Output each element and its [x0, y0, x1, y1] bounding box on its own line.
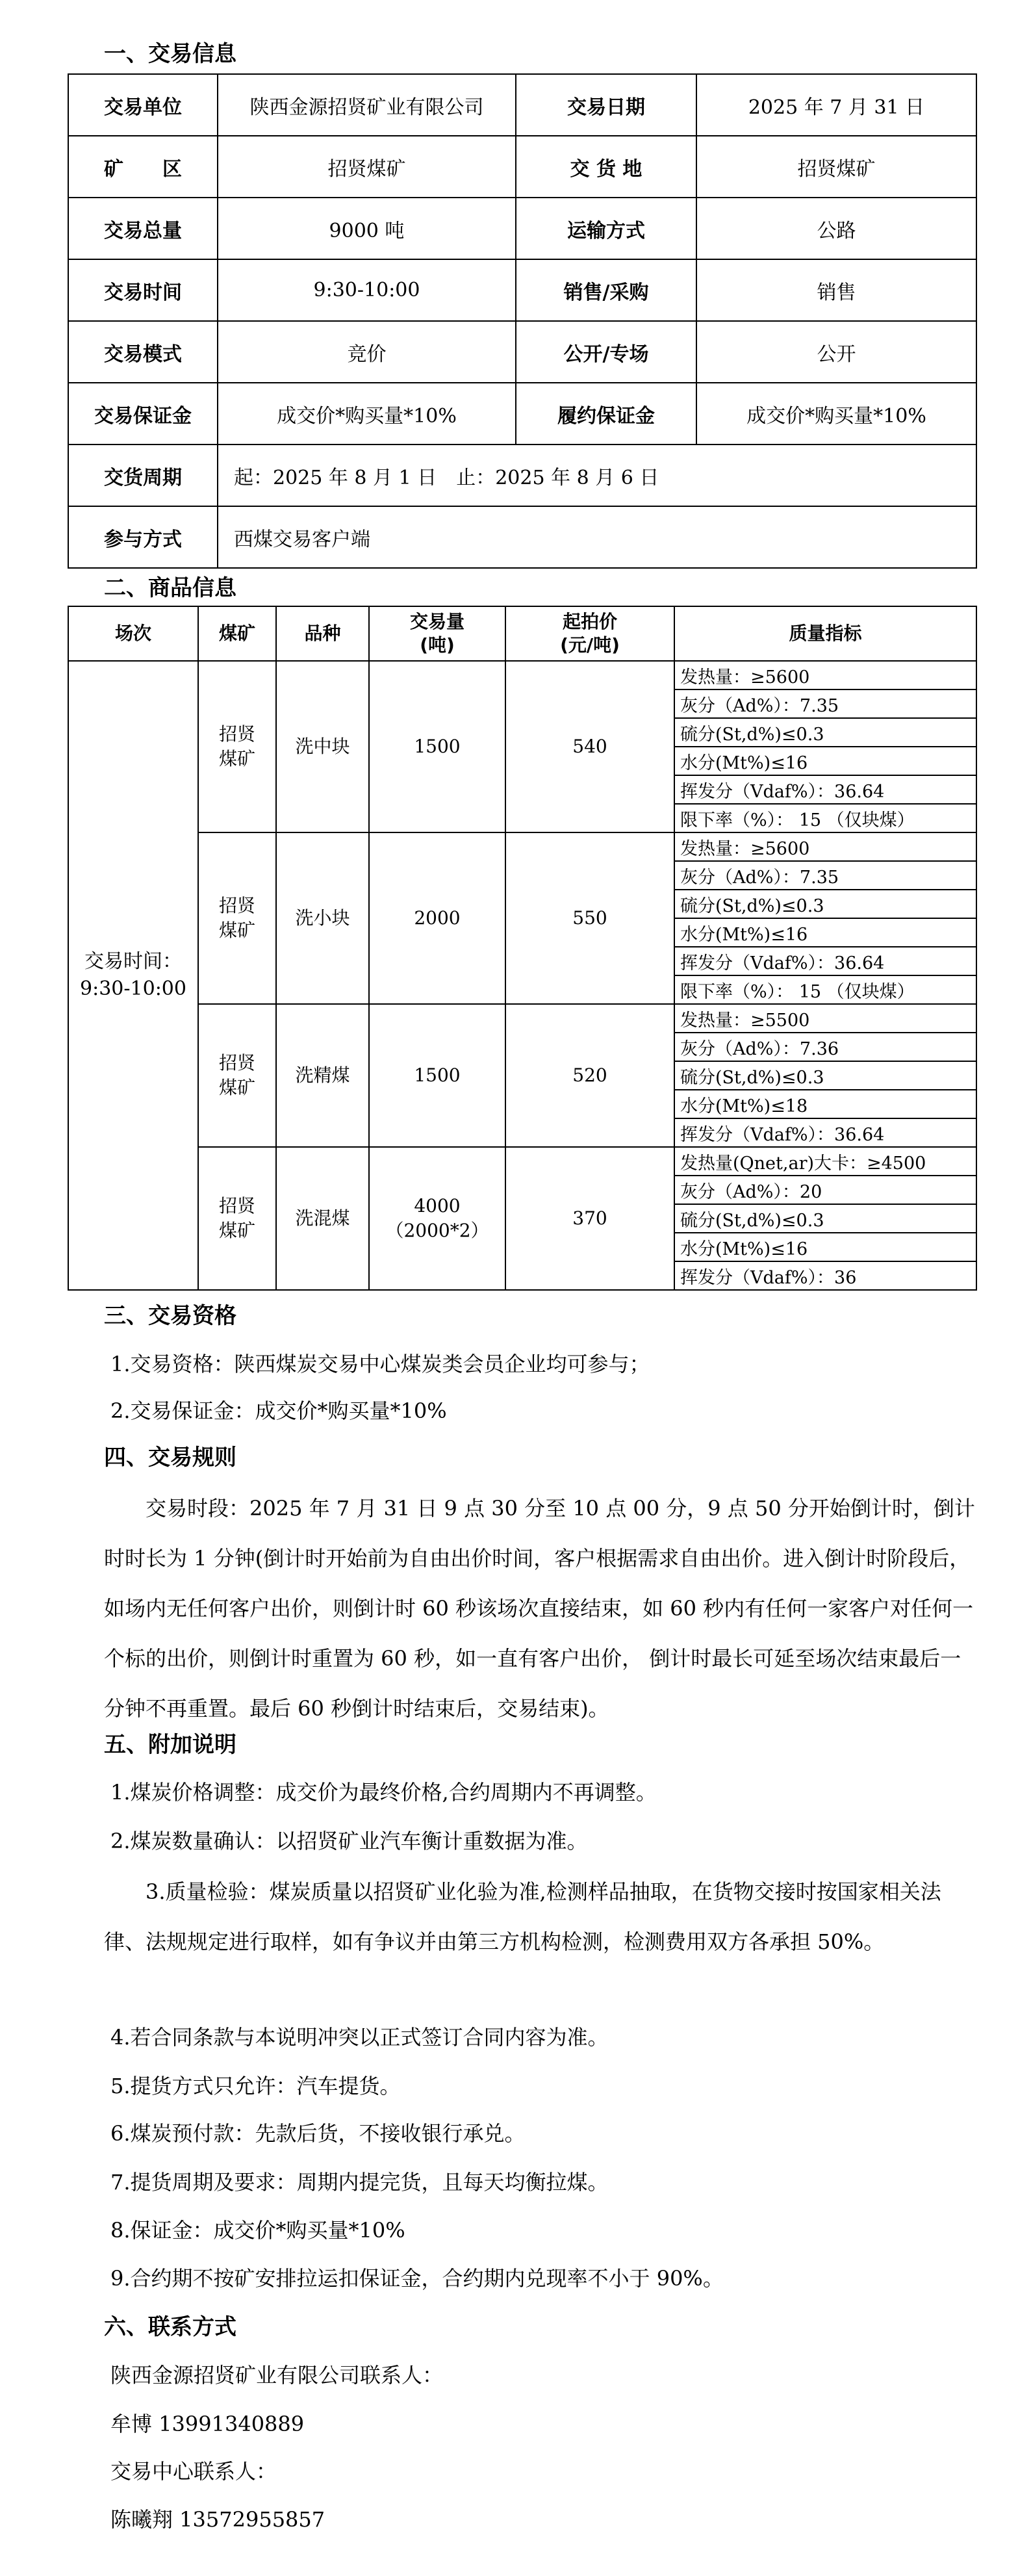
- note-item: 2.煤炭数量确认：以招贤矿业汽车衡计重数据为准。: [110, 1829, 588, 1853]
- goods-row: [68, 661, 976, 689]
- trade-info-table: [68, 73, 977, 569]
- field-value: 公开: [696, 321, 976, 383]
- field-label: 交易日期: [516, 74, 696, 136]
- quality-spec: 灰分（Ad%）：7.36: [674, 1033, 976, 1061]
- field-label: 运输方式: [516, 198, 696, 259]
- quality-spec: 发热量：≥5600: [674, 661, 976, 689]
- rules-paragraph: 交易时段：2025 年 7 月 31 日 9 点 30 分至 10 点 00 分，9 点 50 分开始倒计时，倒计时时长为 1 分钟(倒计时开始前为自由出价时间，客户根据需求自由出价。进入倒计时阶段后，如场内无任何客户出价，则倒计时 60 秒该场次直接结束，如 60 秒内有任何一家客户对任何一个标的出价，则倒计时重置为 60 秒，如一直有客户出价， 倒计时最长可延至场次结束最后一分钟不再重置。最后 60 秒倒计时结束后，交易结束)。: [104, 1496, 975, 1721]
- section-title-trade-info: 一、交易信息: [104, 41, 236, 67]
- participation-method-row: [68, 506, 976, 568]
- volume-cell: 4000 （2000*2）: [369, 1147, 505, 1290]
- field-value: 竞价: [218, 321, 516, 383]
- trade-info-row: [68, 198, 976, 259]
- delivery-period-row: [68, 444, 976, 506]
- quality-spec: 水分(Mt%)≤16: [674, 918, 976, 947]
- field-label: 交易单位: [68, 74, 218, 136]
- column-header: 煤矿: [198, 606, 276, 661]
- trade-info-row: [68, 383, 976, 444]
- field-label: 销售/采购: [516, 259, 696, 321]
- quality-spec: 限下率（%）： 15 （仅块煤）: [674, 804, 976, 832]
- quality-spec: 挥发分（Vdaf%）：36.64: [674, 1118, 976, 1147]
- section-title-qualification: 三、交易资格: [104, 1303, 236, 1329]
- quality-spec: 挥发分（Vdaf%）：36: [674, 1261, 976, 1290]
- note-item: 4.若合同条款与本说明冲突以正式签订合同内容为准。: [110, 2025, 609, 2050]
- quality-spec: 发热量(Qnet,ar)大卡：≥4500: [674, 1147, 976, 1176]
- field-label: 公开/专场: [516, 321, 696, 383]
- quality-spec: 水分(Mt%)≤16: [674, 1233, 976, 1261]
- variety-cell: 洗小块: [276, 832, 369, 1004]
- participation-method-label: 参与方式: [68, 506, 218, 568]
- section-title-contacts: 六、联系方式: [104, 2314, 236, 2340]
- column-header: 品种: [276, 606, 369, 661]
- goods-row: [68, 832, 976, 861]
- column-header: 场次: [68, 606, 198, 661]
- column-header: 交易量 (吨): [369, 606, 505, 661]
- field-value: 公路: [696, 198, 976, 259]
- variety-cell: 洗精煤: [276, 1004, 369, 1147]
- trade-info-row: [68, 136, 976, 198]
- note-item: 6.煤炭预付款：先款后货，不接收银行承兑。: [110, 2121, 526, 2146]
- trade-info-row: [68, 74, 976, 136]
- mine-cell: 招贤 煤矿: [198, 1147, 276, 1290]
- volume-cell: 1500: [369, 1004, 505, 1147]
- section-title-goods-info: 二、商品信息: [104, 575, 236, 601]
- field-label: 交易总量: [68, 198, 218, 259]
- field-value: 成交价*购买量*10%: [218, 383, 516, 444]
- section-title-rules: 四、交易规则: [104, 1445, 236, 1471]
- quality-spec: 硫分(St,d%)≤0.3: [674, 1061, 976, 1090]
- field-label: 交易保证金: [68, 383, 218, 444]
- field-value: 陕西金源招贤矿业有限公司: [218, 74, 516, 136]
- mine-cell: 招贤 煤矿: [198, 832, 276, 1004]
- field-label: 交 货 地: [516, 136, 696, 198]
- price-cell: 370: [505, 1147, 674, 1290]
- field-value: 招贤煤矿: [218, 136, 516, 198]
- quality-spec: 水分(Mt%)≤18: [674, 1090, 976, 1118]
- quality-spec: 挥发分（Vdaf%）：36.64: [674, 947, 976, 975]
- field-value: 9000 吨: [218, 198, 516, 259]
- field-value: 销售: [696, 259, 976, 321]
- quality-spec: 灰分（Ad%）：7.35: [674, 689, 976, 718]
- note-item: 8.保证金：成交价*购买量*10%: [110, 2218, 405, 2243]
- field-value: 招贤煤矿: [696, 136, 976, 198]
- quality-spec: 挥发分（Vdaf%）：36.64: [674, 775, 976, 804]
- quality-spec: 灰分（Ad%）：20: [674, 1176, 976, 1204]
- contact-line: 牟博 13991340889: [110, 2412, 305, 2436]
- trade-info-row: [68, 259, 976, 321]
- quality-spec: 灰分（Ad%）：7.35: [674, 861, 976, 890]
- quality-spec: 限下率（%）： 15 （仅块煤）: [674, 975, 976, 1004]
- note-item: 1.煤炭价格调整：成交价为最终价格,合约周期内不再调整。: [110, 1780, 657, 1805]
- goods-row: [68, 1004, 976, 1033]
- session-cell: 交易时间： 9:30-10:00: [68, 661, 198, 1290]
- column-header: 起拍价 (元/吨): [505, 606, 674, 661]
- field-value: 成交价*购买量*10%: [696, 383, 976, 444]
- quality-spec: 发热量：≥5600: [674, 832, 976, 861]
- trade-info-row: [68, 321, 976, 383]
- delivery-period-value: 起：2025 年 8 月 1 日 止：2025 年 8 月 6 日: [218, 444, 976, 506]
- note-item: 9.合约期不按矿安排拉运扣保证金，合约期内兑现率不小于 90%。: [110, 2266, 724, 2291]
- volume-cell: 2000: [369, 832, 505, 1004]
- field-label: 履约保证金: [516, 383, 696, 444]
- field-label: 交易时间: [68, 259, 218, 321]
- price-cell: 520: [505, 1004, 674, 1147]
- column-header: 质量指标: [674, 606, 976, 661]
- quality-spec: 水分(Mt%)≤16: [674, 747, 976, 775]
- contact-line: 陈曦翔 13572955857: [110, 2507, 325, 2532]
- quality-spec: 发热量：≥5500: [674, 1004, 976, 1033]
- field-label: 矿 区: [68, 136, 218, 198]
- contact-line: 陕西金源招贤矿业有限公司联系人：: [110, 2363, 444, 2388]
- quality-spec: 硫分(St,d%)≤0.3: [674, 1204, 976, 1233]
- note-item: 5.提货方式只允许：汽车提货。: [110, 2074, 401, 2098]
- mine-cell: 招贤 煤矿: [198, 1004, 276, 1147]
- contact-line: 交易中心联系人：: [110, 2459, 277, 2484]
- goods-info-table: [68, 606, 977, 1291]
- quality-spec: 硫分(St,d%)≤0.3: [674, 890, 976, 918]
- qualification-item: 1.交易资格：陕西煤炭交易中心煤炭类会员企业均可参与；: [110, 1352, 650, 1376]
- note-item: 7.提货周期及要求：周期内提完货，且每天均衡拉煤。: [110, 2170, 609, 2195]
- goods-row: [68, 1147, 976, 1176]
- variety-cell: 洗中块: [276, 661, 369, 832]
- delivery-period-label: 交货周期: [68, 444, 218, 506]
- price-cell: 540: [505, 661, 674, 832]
- variety-cell: 洗混煤: [276, 1147, 369, 1290]
- qualification-item: 2.交易保证金：成交价*购买量*10%: [110, 1398, 447, 1423]
- quality-spec: 硫分(St,d%)≤0.3: [674, 718, 976, 747]
- note-item: 3.质量检验：煤炭质量以招贤矿业化验为准,检测样品抽取，在货物交接时按国家相关法律、法规规定进行取样，如有争议并由第三方机构检测，检测费用双方各承担 50%。: [104, 1879, 941, 1954]
- field-value: 9:30-10:00: [218, 259, 516, 321]
- field-label: 交易模式: [68, 321, 218, 383]
- field-value: 2025 年 7 月 31 日: [696, 74, 976, 136]
- price-cell: 550: [505, 832, 674, 1004]
- section-title-notes: 五、附加说明: [104, 1732, 236, 1758]
- mine-cell: 招贤 煤矿: [198, 661, 276, 832]
- participation-method-value: 西煤交易客户端: [218, 506, 976, 568]
- volume-cell: 1500: [369, 661, 505, 832]
